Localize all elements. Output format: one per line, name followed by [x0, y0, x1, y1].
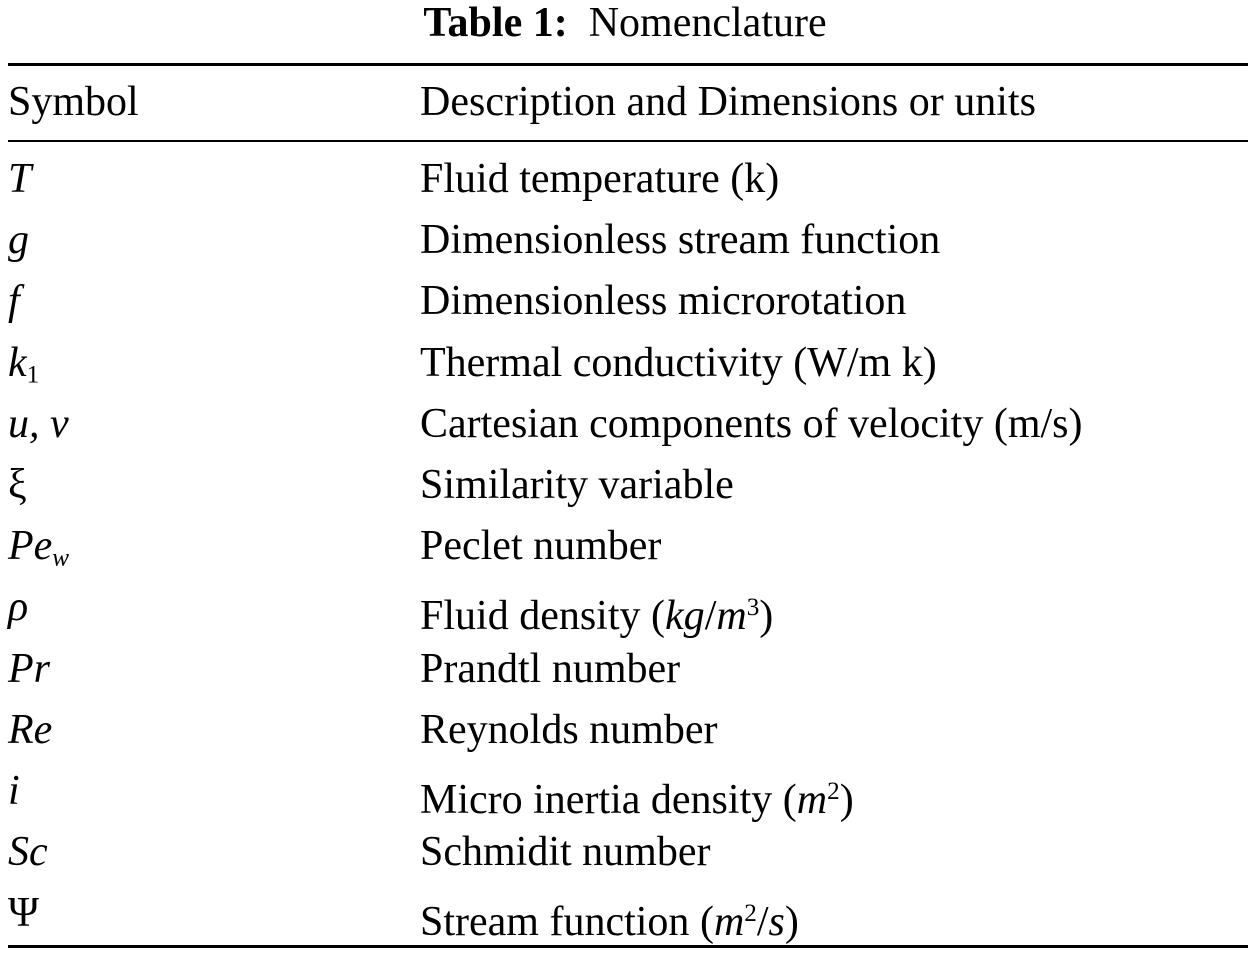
table-row [0, 516, 1250, 577]
row-symbol: u, v [8, 401, 69, 447]
row-description: Cartesian components of velocity (m/s) [420, 401, 1083, 447]
row-symbol: Pr [8, 646, 50, 692]
unit-close: ) [784, 898, 799, 945]
unit-open: ( [782, 776, 797, 823]
row-symbol: Sc [8, 829, 48, 875]
table-caption [0, 0, 1250, 50]
row-description: Stream function [420, 898, 690, 945]
row-description: Fluid density [420, 592, 641, 639]
symbol-subscript: 1 [26, 361, 40, 389]
header-symbol: Symbol [8, 79, 139, 125]
table-row [0, 639, 1250, 700]
row-description: Thermal conductivity (W/m k) [420, 340, 937, 386]
row-description-with-unit [420, 577, 773, 647]
table-row [0, 577, 1250, 638]
table-caption-label: Table 1: [423, 0, 568, 46]
row-description: Schmidit number [420, 829, 711, 875]
row-description: Reynolds number [420, 707, 718, 753]
unit-exponent: 2 [744, 900, 757, 927]
table-row [0, 210, 1250, 271]
unit-base: m [796, 776, 828, 823]
table-row [0, 761, 1250, 822]
row-description-with-unit [420, 883, 799, 953]
table-header-row [0, 72, 1250, 133]
unit-open: ( [651, 592, 666, 639]
row-description: Similarity variable [420, 462, 734, 508]
symbol-subscript: w [52, 544, 70, 572]
unit-denominator: s [768, 898, 785, 945]
table-row [0, 333, 1250, 394]
top-rule [8, 63, 1248, 66]
row-symbol: Ψ [8, 890, 39, 936]
table-row [0, 700, 1250, 761]
unit-base: m [713, 898, 745, 945]
table-row [0, 455, 1250, 516]
unit-denominator: m [716, 592, 747, 639]
table-caption-title: Nomenclature [588, 0, 827, 46]
unit-close: ) [759, 592, 774, 639]
table-row [0, 271, 1250, 332]
row-description: Micro inertia density [420, 776, 773, 823]
row-symbol: g [8, 217, 29, 263]
unit-separator: / [756, 898, 769, 945]
table-row [0, 149, 1250, 210]
unit-exponent: 2 [827, 778, 840, 805]
unit-open: ( [699, 898, 714, 945]
row-symbol: Re [8, 707, 53, 753]
table-row [0, 822, 1250, 883]
row-description-with-unit [420, 761, 854, 831]
row-symbol: ρ [8, 584, 29, 630]
unit-separator: / [704, 592, 717, 639]
row-symbol: ξ [8, 462, 27, 508]
row-description: Dimensionless stream function [420, 217, 941, 263]
table-row [0, 883, 1250, 944]
unit-numerator: kg [665, 592, 705, 639]
row-description: Fluid temperature (k) [420, 156, 780, 202]
unit-close: ) [839, 776, 854, 823]
table-row [0, 394, 1250, 455]
header-rule [8, 140, 1248, 142]
row-description: Prandtl number [420, 646, 681, 692]
symbol-base: Pe [8, 523, 53, 569]
row-symbol: i [8, 768, 20, 814]
header-description: Description and Dimensions or units [420, 79, 1036, 125]
row-description: Peclet number [420, 523, 662, 569]
row-symbol: f [8, 278, 20, 324]
symbol-base: k [8, 340, 27, 386]
unit-exponent: 3 [746, 594, 760, 621]
row-symbol: T [8, 156, 32, 202]
row-description: Dimensionless microrotation [420, 278, 907, 324]
bottom-rule [8, 945, 1248, 948]
